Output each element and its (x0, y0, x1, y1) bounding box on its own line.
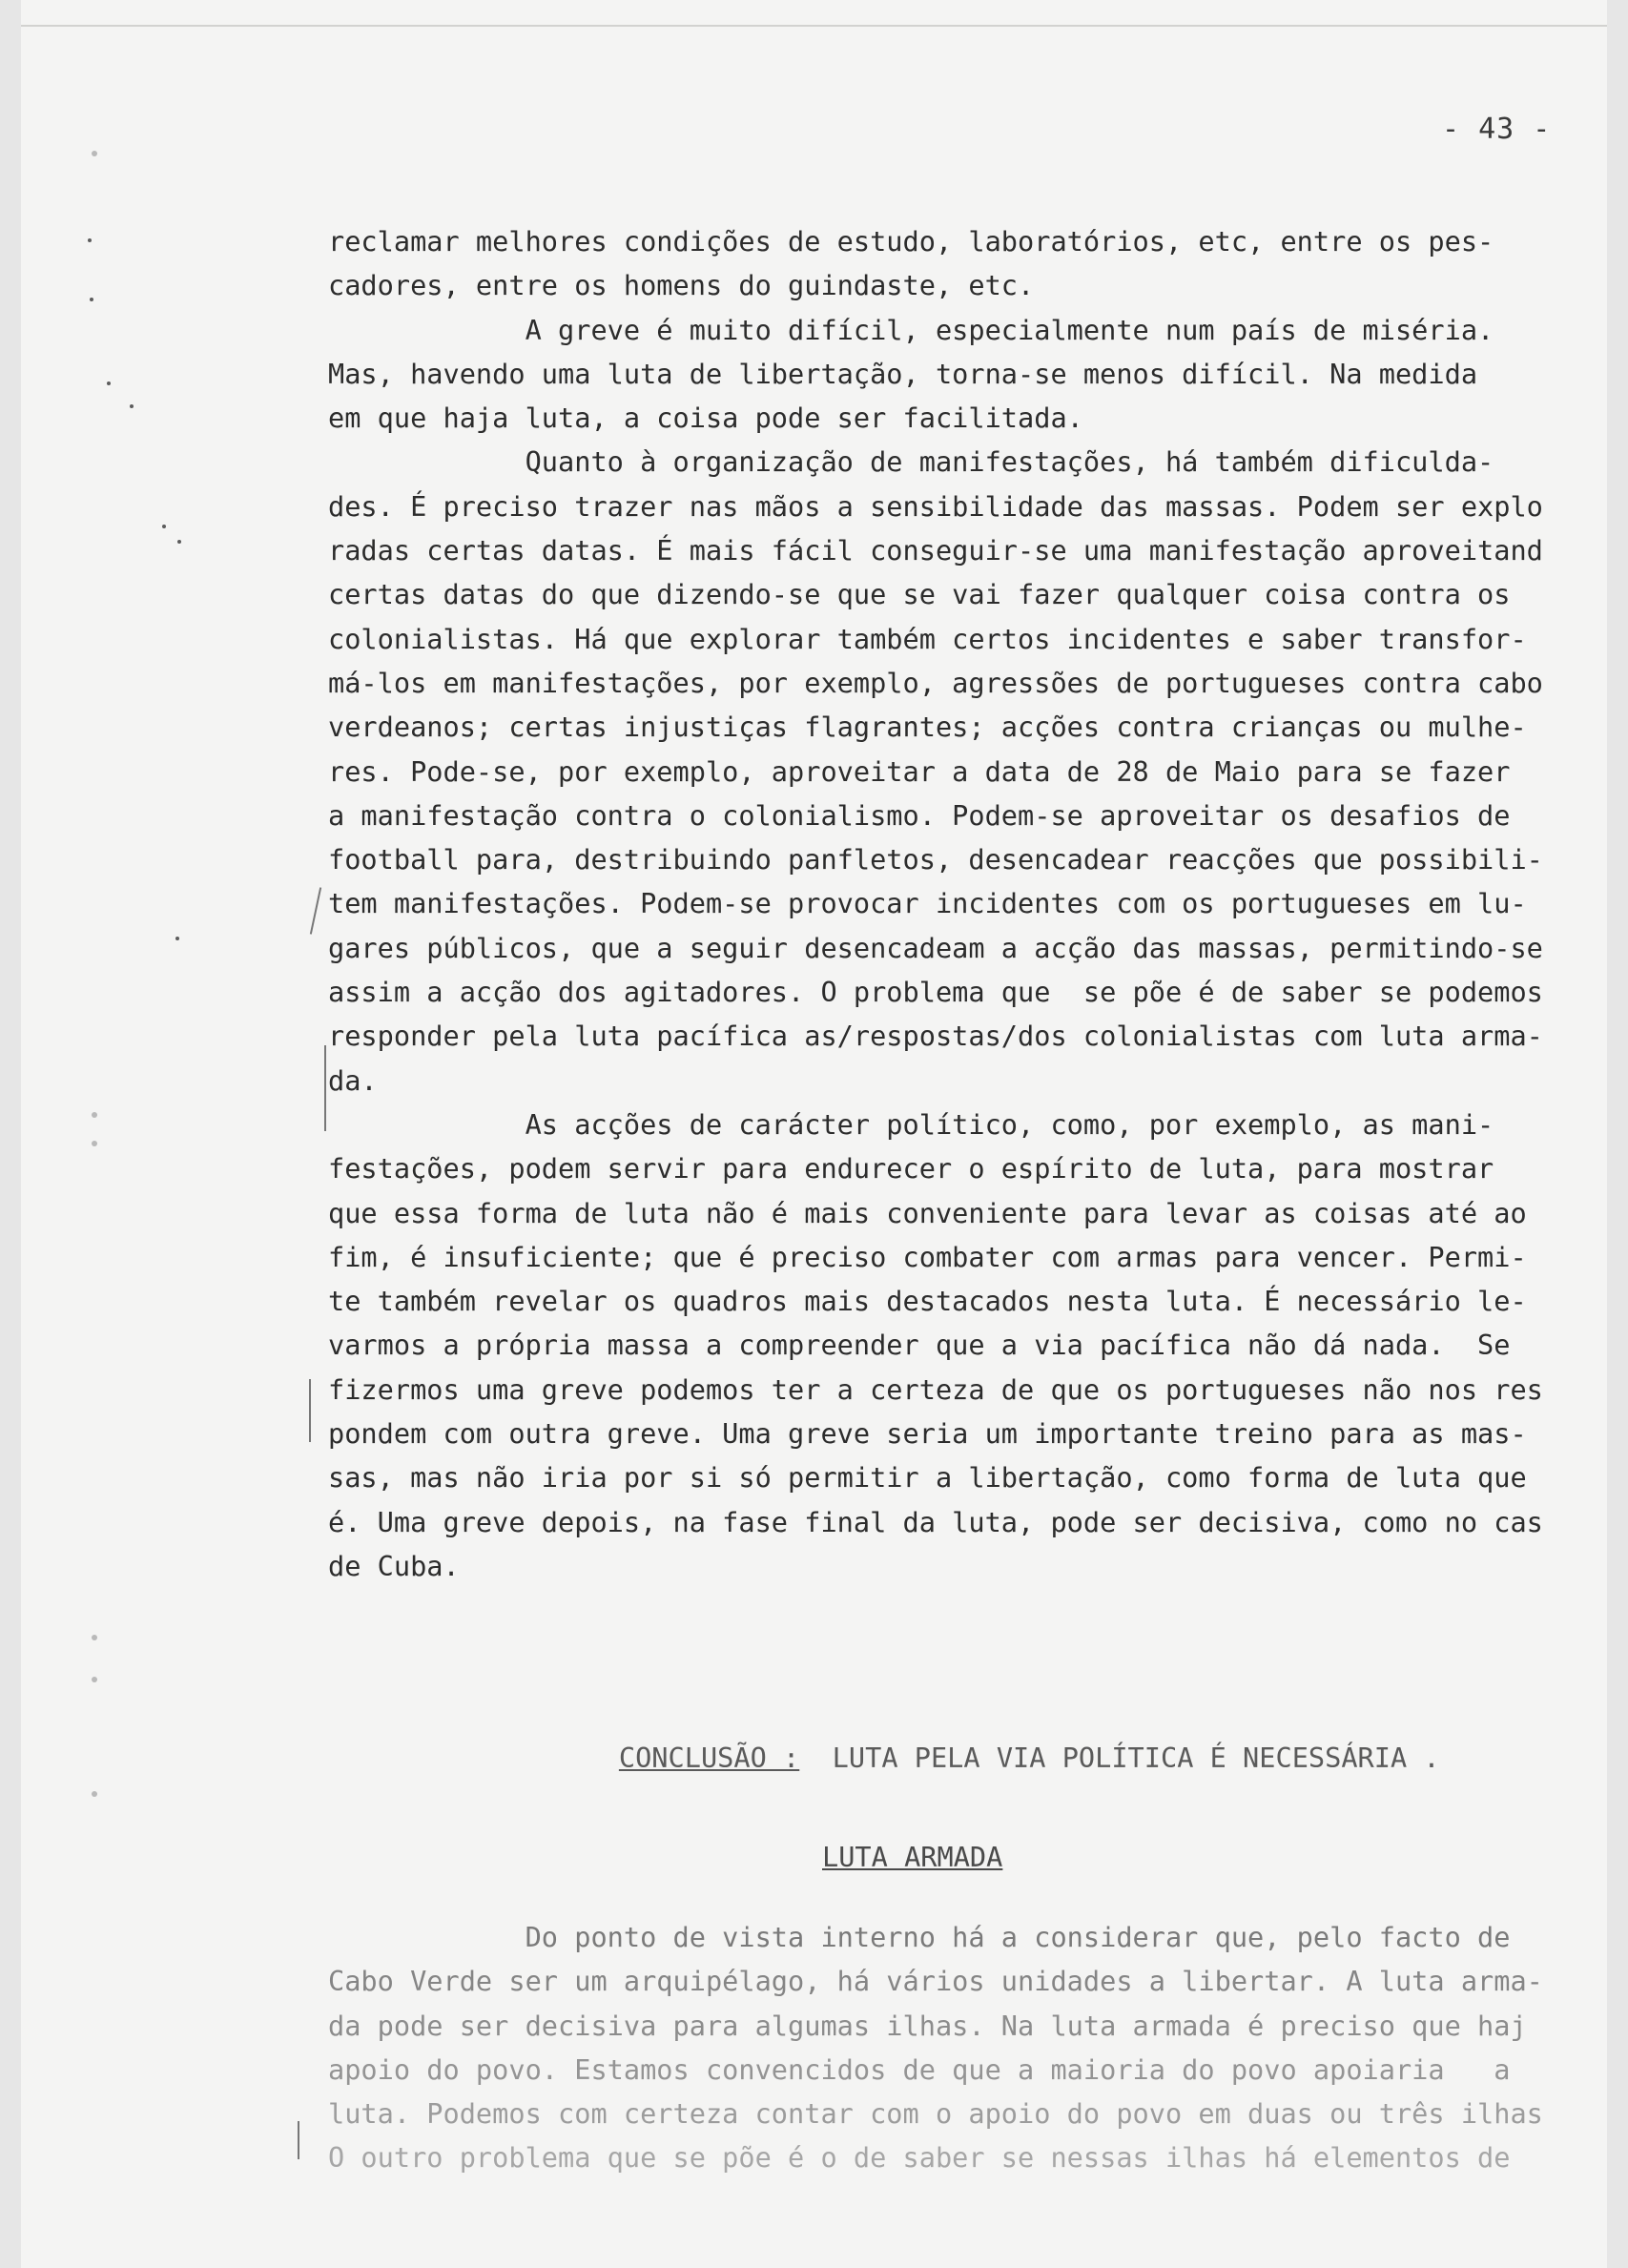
text-line: O outro problema que se põe é o de saber se nessas ilhas há elementos de (328, 2141, 1511, 2175)
text-line: em que haja luta, a coisa pode ser facilitada. (328, 402, 1083, 435)
margin-mark (298, 2121, 299, 2159)
speck (162, 525, 166, 528)
text-line: de Cuba. (328, 1549, 460, 1582)
margin-mark (309, 1379, 311, 1442)
text-line: Cabo Verde ser um arquipélago, há vários unidades a libertar. A luta arma- (328, 1965, 1543, 1998)
speck (90, 298, 93, 301)
punch-hole (92, 1635, 97, 1640)
section-title: LUTA ARMADA (822, 1841, 1003, 1873)
punch-hole (92, 151, 97, 156)
text-line: certas datas do que dizendo-se que se vai fazer qualquer coisa contra os (328, 578, 1511, 611)
text-line: apoio do povo. Estamos convencidos de que a maioria do povo apoiaria a (328, 2052, 1511, 2086)
conclusion-text: LUTA PELA VIA POLÍTICA É NECESSÁRIA . (799, 1742, 1440, 1774)
text-line: cadores, entre os homens do guindaste, etc. (328, 269, 1035, 302)
punch-hole (92, 1791, 97, 1797)
text-line: reclamar melhores condições de estudo, laboratórios, etc, entre os pes- (328, 225, 1494, 258)
text-line: A greve é muito difícil, especialmente num país de miséria. (328, 313, 1494, 346)
text-line: pondem com outra greve. Uma greve seria um importante treino para as mas- (328, 1417, 1527, 1451)
text-line: responder pela luta pacífica as/respostas/dos colonialistas com luta arma- (328, 1020, 1543, 1053)
text-line: res. Pode-se, por exemplo, aproveitar a data de 28 de Maio para se fazer (328, 754, 1511, 788)
text-line: football para, destribuindo panfletos, desencadear reacções que possibili- (328, 843, 1543, 876)
text-line: festações, podem servir para endurecer o espírito de luta, para mostrar (328, 1152, 1494, 1186)
margin-mark (310, 887, 321, 934)
body-text (328, 219, 1597, 1588)
speck (88, 238, 92, 242)
speck (107, 381, 111, 385)
text-line: assim a acção dos agitadores. O problema que se põe é de saber se podemos (328, 976, 1543, 1009)
conclusion-label: CONCLUSÃO : (618, 1742, 800, 1774)
text-line: que essa forma de luta não é mais conveniente para levar as coisas até ao (328, 1196, 1527, 1229)
punch-hole (92, 1141, 97, 1146)
text-line: luta. Podemos com certeza contar com o apoio do povo em duas ou três ilhas (328, 2097, 1543, 2131)
text-line: verdeanos; certas injustiças flagrantes; acções contra crianças ou mulhe- (328, 711, 1527, 744)
speck (175, 937, 179, 940)
text-line: te também revelar os quadros mais destacados nesta luta. É necessário le- (328, 1285, 1527, 1318)
text-line: da. (328, 1063, 378, 1097)
text-line: colonialistas. Há que explorar também certos incidentes e saber transfor- (328, 622, 1527, 655)
text-line: má-los em manifestações, por exemplo, agressões de portugueses contra cabo (328, 666, 1543, 699)
page-number: - 43 - (1442, 113, 1552, 146)
punch-hole (92, 1677, 97, 1682)
text-line: da pode ser decisiva para algumas ilhas. Na luta armada é preciso que haj (328, 2009, 1527, 2042)
text-line: fizermos uma greve podemos ter a certeza de que os portugueses não nos res (328, 1372, 1543, 1406)
text-line: varmos a própria massa a compreender que a via pacífica não dá nada. Se (328, 1329, 1511, 1362)
lower-text (328, 1915, 1597, 2180)
text-line: radas certas datas. É mais fácil conseguir-se uma manifestação aproveitand (328, 534, 1543, 567)
conclusion-line (553, 1709, 1440, 1806)
speck (177, 540, 181, 544)
speck (130, 404, 134, 408)
text-line: fim, é insuficiente; que é preciso combater com armas para vencer. Permi- (328, 1240, 1527, 1273)
punch-hole (92, 1112, 97, 1118)
text-line: Mas, havendo uma luta de libertação, torna-se menos difícil. Na medida (328, 357, 1478, 390)
text-line: tem manifestações. Podem-se provocar incidentes com os portugueses em lu- (328, 887, 1527, 920)
text-line: des. É preciso trazer nas mãos a sensibilidade das massas. Podem ser explo (328, 489, 1543, 523)
text-line: gares públicos, que a seguir desencadeam a acção das massas, permitindo-se (328, 931, 1543, 964)
text-line: a manifestação contra o colonialismo. Podem-se aproveitar os desafios de (328, 798, 1511, 832)
text-line: Quanto à organização de manifestações, há também dificulda- (328, 445, 1494, 479)
text-line: As acções de carácter político, como, por exemplo, as mani- (328, 1107, 1494, 1141)
text-line: Do ponto de vista interno há a considerar que, pelo facto de (328, 1921, 1511, 1953)
text-line: sas, mas não iria por si só permitir a libertação, como forma de luta que (328, 1461, 1527, 1495)
margin-mark (324, 1045, 326, 1131)
text-line: é. Uma greve depois, na fase final da luta, pode ser decisiva, como no cas (328, 1505, 1543, 1538)
page-top-edge (21, 25, 1607, 27)
document-page (21, 0, 1607, 2268)
